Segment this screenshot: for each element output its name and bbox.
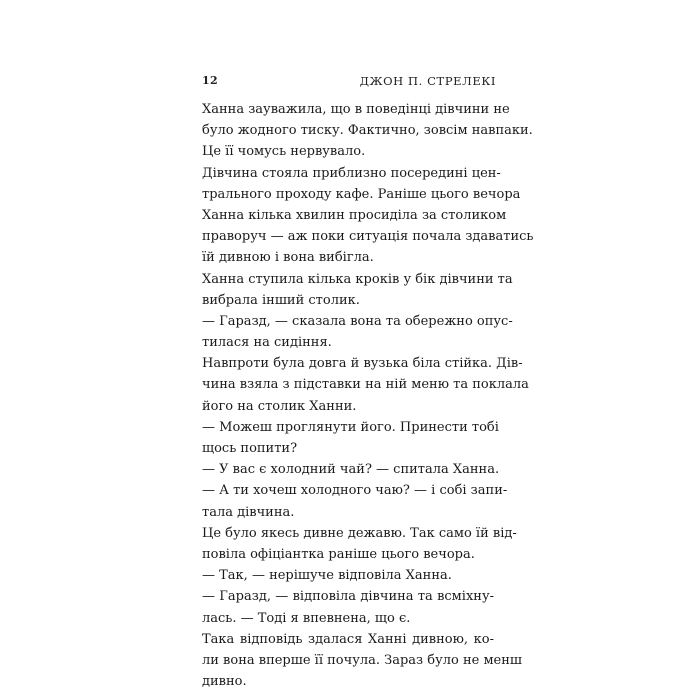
text-line: Ханна кілька хвилин просиділа за столиком [202,207,507,223]
text-line: Це було якесь дивне дежавю. Так само їй від- [202,525,517,541]
running-head [202,74,496,92]
text-line: щось попити? [202,441,298,456]
text-line: ли вона вперше її почула. Зараз було не менш [202,652,522,668]
text-line: праворуч — аж поки ситуація почала здаватись [202,229,534,245]
text-line: — Можеш проглянути його. Принести тобі [202,419,499,435]
text-line: лась. — Тоді я впевнена, що є. [202,610,411,626]
text-line: Така відповідь здалася Ханні дивною, ко- [202,631,494,647]
body-text [202,99,534,692]
author-name: ДЖОН П. СТРЕЛЕКІ [359,74,496,88]
text-line: Ханна ступила кілька кроків у бік дівчини та [202,271,513,287]
text-line: дивно. [202,674,247,690]
text-line: Навпроти була довга й вузька біла стійка. Дів- [202,356,523,372]
text-line: Ханна зауважила, що в поведінці дівчини не [202,102,510,117]
text-line: тилася на сидіння. [202,335,332,351]
text-line: його на столик Ханни. [202,398,357,414]
text-line: — У вас є холодний чай? — спитала Ханна. [202,462,500,478]
text-line: чина взяла з підставки на ній меню та поклала [202,377,529,393]
text-line: повіла офіціантка раніше цього вечора. [202,546,475,562]
text-line: їй дивною і вона вибігла. [202,250,374,266]
text-line: трального проходу кафе. Раніше цього вечора [202,186,521,202]
text-line: — Гаразд, — сказала вона та обережно опус- [202,313,513,329]
text-line: тала дівчина. [202,504,295,520]
text-line: Дівчина стояла приблизно посередині цен- [202,165,501,181]
page-number: 12 [202,74,218,87]
text-line: Це її чомусь нервувало. [202,144,366,160]
text-line: — Так, — нерішуче відповіла Ханна. [202,568,452,584]
text-line: — А ти хочеш холодного чаю? — і собі запи- [202,483,508,499]
text-line: — Гаразд, — відповіла дівчина та всміхну- [202,589,494,605]
text-line: було жодного тиску. Фактично, зовсім навпаки. [202,123,533,139]
text-line: вибрала інший столик. [202,292,360,308]
